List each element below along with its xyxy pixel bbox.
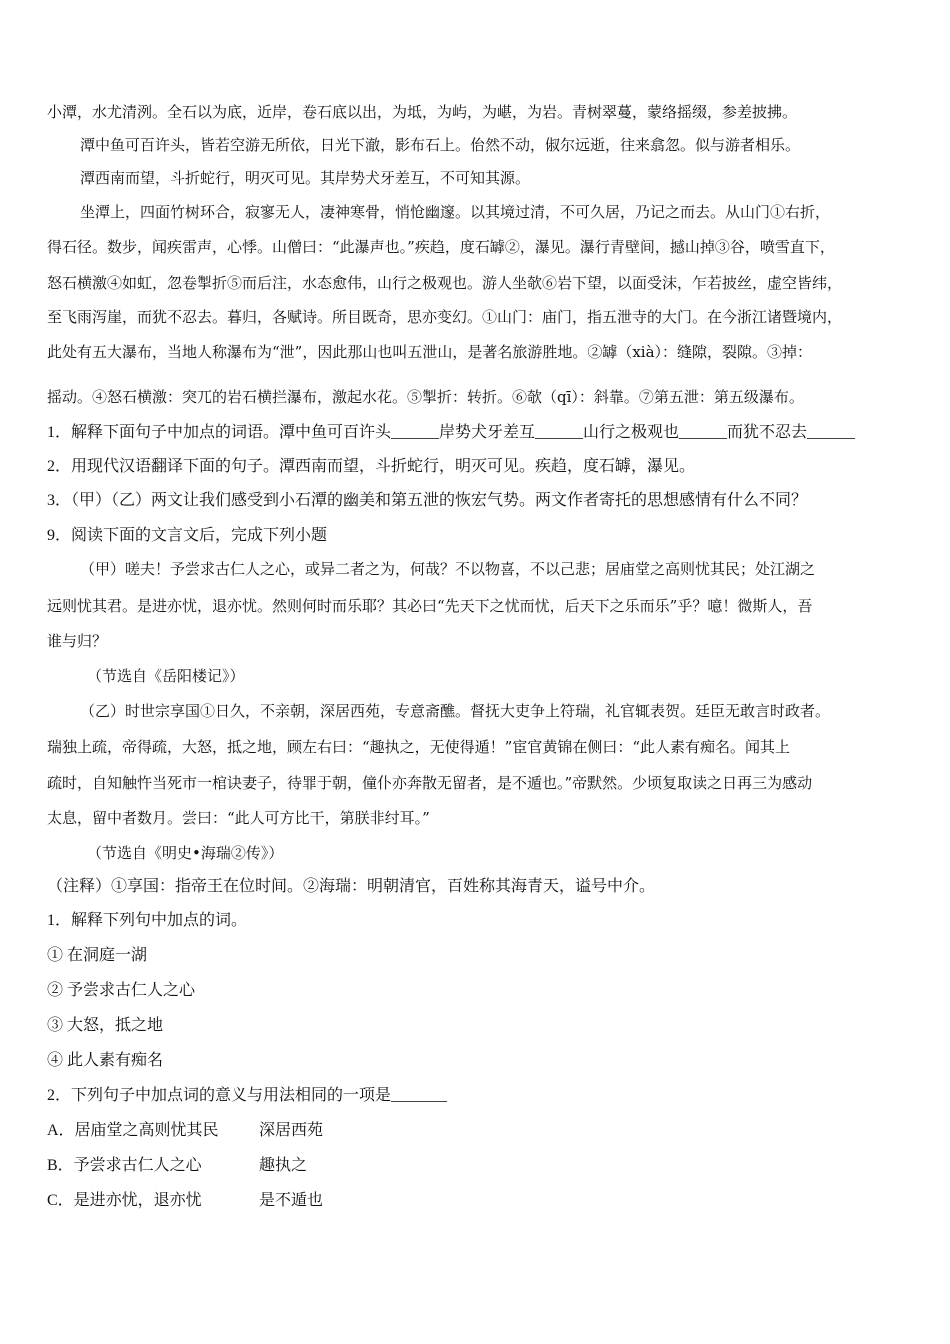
passage-line: 摇动。④怒石横激：突兀的岩石横拦瀑布，激起水花。⑤掣折：转折。⑥欹（qī）：斜靠。⑦第五泄：第五级瀑布。 bbox=[47, 388, 804, 406]
passage-line: 怒石横激④如虹，忽卷掣折⑤而后注，水态愈伟，山行之极观也。游人坐欹⑥岩下望，以面受沫，乍若披丝，虚空皆纬， bbox=[47, 274, 843, 292]
passage-line: 得石径。数步，闻疾雷声，心悸。山僧曰：“此瀑声也。”疾趋，度石罅②，瀑见。瀑行青壁间，撼山掉③谷，喷雪直下， bbox=[47, 238, 835, 256]
passage-line: 潭中鱼可百许头，皆若空游无所依，日光下澈，影布石上。佁然不动，俶尔远逝，往来翕忽。似与游者相乐。 bbox=[80, 136, 801, 154]
source-note: （节选自《岳阳楼记》） bbox=[87, 667, 245, 685]
option-a-pair: 深居西苑 bbox=[259, 1122, 324, 1139]
option-c-pair: 是不遁也 bbox=[259, 1192, 324, 1209]
source-note: （节选自《明史•海瑞②传》） bbox=[87, 844, 284, 862]
option-c-label: C．是进亦忧，退亦忧 bbox=[47, 1192, 202, 1209]
section-heading: 9．阅读下面的文言文后，完成下列小题 bbox=[47, 527, 328, 544]
sub-item: ③ 大怒，抵之地 bbox=[47, 1017, 164, 1034]
passage-line: 瑞独上疏，帝得疏，大怒，抵之地，顾左右曰：“趣执之，无使得遁！”宦官黄锦在侧曰：“此人素有痴名。闻其上 bbox=[47, 738, 791, 756]
question-2: 2．用现代汉语翻译下面的句子。潭西南而望，斗折蛇行，明灭可见。疾趋，度石罅，瀑见。 bbox=[47, 458, 696, 475]
question-2: 2．下列句子中加点词的意义与用法相同的一项是_______ bbox=[47, 1087, 448, 1104]
passage-line: 小潭，水尤清洌。全石以为底，近岸，卷石底以出，为坻，为屿，为嵁，为岩。青树翠蔓，蒙络摇缀，参差披拂。 bbox=[47, 103, 798, 121]
sub-item: ② 予尝求古仁人之心 bbox=[47, 982, 196, 999]
passage-line: 疏时，自知触忤当死市一棺诀妻子，待罪于朝，僮仆亦奔散无留者，是不遁也。”帝默然。少顷复取读之日再三为感动 bbox=[47, 774, 813, 792]
sub-item: ④ 此人素有痴名 bbox=[47, 1052, 164, 1069]
option-a-label: A．居庙堂之高则忧其民 bbox=[47, 1122, 219, 1139]
question-1: 1．解释下列句中加点的词。 bbox=[47, 912, 248, 929]
passage-line: （甲）嗟夫！予尝求古仁人之心，或异二者之为，何哉？不以物喜，不以己悲；居庙堂之高则忧其民；处江湖之 bbox=[80, 560, 816, 578]
question-3: 3．（甲）（乙）两文让我们感受到小石潭的幽美和第五泄的恢宏气势。两文作者寄托的思想感情有什么不同？ bbox=[47, 492, 808, 509]
passage-line: 太息，留中者数月。尝曰：“此人可方比干，第朕非纣耳。” bbox=[47, 809, 430, 827]
passage-line: 潭西南而望，斗折蛇行，明灭可见。其岸势犬牙差互，不可知其源。 bbox=[80, 169, 531, 187]
passage-line: 此处有五大瀑布，当地人称瀑布为“泄”，因此那山也叫五泄山，是著名旅游胜地。②罅（xià）：缝隙，裂隙。③掉： bbox=[47, 343, 813, 361]
option-b-pair: 趣执之 bbox=[259, 1157, 308, 1174]
passage-line: （乙）时世宗享国①日久，不亲朝，深居西苑，专意斋醮。督抚大吏争上符瑞，礼官辄表贺。廷臣无敢言时政者。 bbox=[80, 702, 831, 720]
sub-item: ① 在洞庭一湖 bbox=[47, 947, 148, 964]
question-1: 1．解释下面句子中加点的词语。潭中鱼可百许头______岸势犬牙差互______山行之极观也______而犹不忍去______ bbox=[47, 424, 856, 441]
option-b-label: B．予尝求古仁人之心 bbox=[47, 1157, 202, 1174]
passage-line: 谁与归？ bbox=[47, 632, 108, 650]
passage-line: 至飞雨泻崖，而犹不忍去。暮归，各赋诗。所目既奇，思亦变幻。①山门：庙门，指五泄寺的大门。在今浙江诸暨境内， bbox=[47, 308, 843, 326]
passage-line: 远则忧其君。是进亦忧，退亦忧。然则何时而乐耶？其必曰“先天下之忧而忧，后天下之乐而乐”乎？噫！微斯人，吾 bbox=[47, 597, 813, 615]
annotation: （注释）①享国：指帝王在位时间。②海瑞：明朝清官，百姓称其海青天，谥号中介。 bbox=[47, 878, 656, 895]
passage-line: 坐潭上，四面竹树环合，寂寥无人，凄神寒骨，悄怆幽邃。以其境过清，不可久居，乃记之而去。从山门①右折， bbox=[80, 203, 831, 221]
